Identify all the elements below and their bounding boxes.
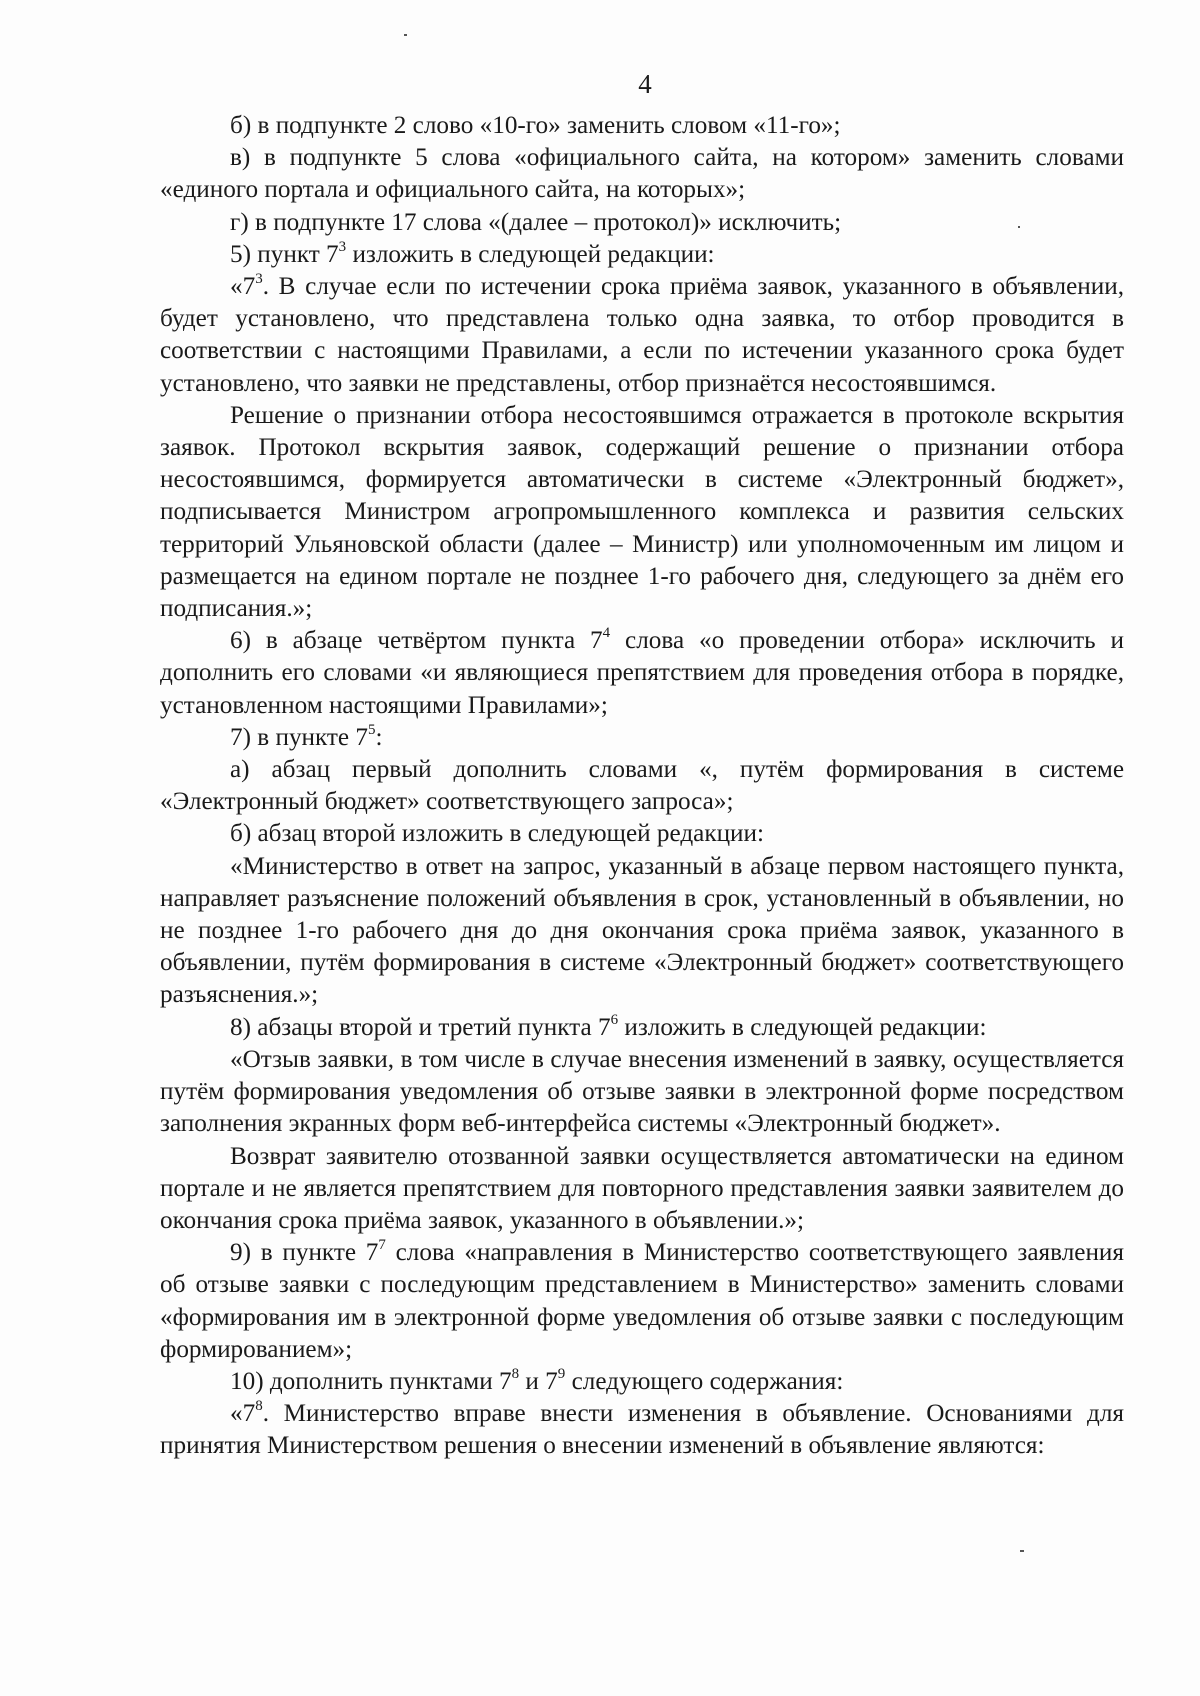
paragraph [160, 207, 1124, 239]
paragraph [160, 142, 1124, 206]
paragraph-text: 5) пункт 7 [230, 240, 339, 268]
paragraph-text: «7 [230, 273, 256, 301]
paragraph-text: слова «о проведении отбора» исключить и дополнить его словами «и являющиеся препятствием для проведения отбора в порядке, установленном настоящими Правилами»; [160, 627, 1125, 719]
paragraph-text: изложить в следующей редакции: [346, 240, 715, 268]
paragraph-text: Возврат заявителю отозванной заявки осуществляется автоматически на едином портале и не является препятствием для повторного представления заявки заявителем до окончания срока приёма заявок, указанного в объявлении.»; [160, 1142, 1124, 1234]
paragraph [160, 851, 1124, 1012]
paragraph-text: «Отзыв заявки, в том числе в случае внесения изменений в заявку, осуществляется путём формирования уведомления об отзыве заявки в электронной форме посредством заполнения экранных форм веб-интерфейса системы «Электронный бюджет». [160, 1045, 1124, 1138]
paragraph-text: 7) в пункте 7 [230, 723, 369, 751]
paragraph-text: и 7 [519, 1367, 558, 1395]
paragraph [160, 1237, 1124, 1366]
superscript-index: 6 [610, 1011, 619, 1028]
paragraph-text: 8) абзацы второй и третий пункта 7 [230, 1013, 611, 1041]
paragraph [160, 1044, 1124, 1141]
paragraph-text: б) абзац второй изложить в следующей редакции: [230, 820, 765, 848]
paragraph-text: : [375, 723, 383, 751]
superscript-index: 5 [368, 721, 376, 738]
superscript-index: 3 [338, 238, 347, 255]
paragraph [160, 754, 1124, 818]
paragraph [160, 818, 1124, 850]
paragraph [160, 110, 1124, 142]
superscript-index: 8 [255, 1398, 263, 1415]
paragraph [160, 1366, 1124, 1398]
paragraph-text: . В случае если по истечении срока приёма заявок, указанного в объявлении, будет установлено, что представлена только одна заявка, то отбор проводится в соответствии с настоящими Правилами, а если по истечении указанного срока будет установлено, что заявки не представлены, отбор признаётся несостоявшимся. [160, 273, 1124, 397]
paragraph-text: 6) в абзаце четвёртом пункта 7 [230, 627, 603, 655]
paragraph-text: г) в подпункте 17 слова «(далее – протокол)» исключить; [230, 208, 842, 236]
paragraph [160, 271, 1124, 400]
paragraph-text: 10) дополнить пунктами 7 [230, 1367, 512, 1395]
page-number: 4 [638, 69, 652, 99]
superscript-index: 7 [378, 1237, 386, 1254]
paragraph [160, 239, 1124, 271]
superscript-index: 4 [602, 625, 611, 642]
paragraph [160, 1398, 1124, 1462]
paragraph [160, 1141, 1124, 1238]
scan-speck [1020, 1550, 1024, 1552]
superscript-index: 3 [255, 271, 263, 288]
paragraph-text: изложить в следующей редакции: [618, 1013, 987, 1041]
document-body [160, 110, 1124, 1463]
paragraph-text: в) в подпункте 5 слова «официального сайта, на котором» заменить словами «единого портала и официального сайта, на которых»; [160, 144, 1124, 204]
paragraph-text: а) абзац первый дополнить словами «, путём формирования в системе «Электронный бюджет» соответствующего запроса»; [160, 756, 1124, 816]
paragraph-text: б) в подпункте 2 слово «10-го» заменить словом «11-го»; [230, 112, 841, 139]
paragraph-text: следующего содержания: [565, 1367, 844, 1395]
paragraph [160, 625, 1124, 722]
paragraph-text: 9) в пункте 7 [230, 1239, 379, 1267]
paragraph-text: «Министерство в ответ на запрос, указанный в абзаце первом настоящего пункта, направляет разъяснение положений объявления в срок, установленный в объявлении, но не позднее 1-го рабочего дня до дня окончания срока приёма заявок, указанного в объявлении, путём формирования в системе «Электронный бюджет» соответствующего разъяснения.»; [160, 852, 1124, 1009]
paragraph-text: слова «направления в Министерство соответствующего заявления об отзыве заявки с последующим представлением в Министерство» заменить словами «формирования им в электронной форме уведомления об отзыве заявки с последующим формированием»; [160, 1239, 1124, 1363]
paragraph-text: «7 [230, 1400, 256, 1428]
paragraph [160, 400, 1124, 625]
paragraph [160, 722, 1124, 754]
scan-speck [1018, 226, 1020, 228]
paragraph [160, 1012, 1124, 1044]
superscript-index: 9 [557, 1365, 566, 1382]
scan-speck [404, 34, 407, 36]
paragraph-text: . Министерство вправе внести изменения в объявление. Основаниями для принятия Министерством решения о внесении изменений в объявление являются: [160, 1400, 1124, 1460]
paragraph-text: Решение о признании отбора несостоявшимся отражается в протоколе вскрытия заявок. Протокол вскрытия заявок, содержащий решение о признании отбора несостоявшимся, формируется автоматически в системе «Электронный бюджет», подписывается Министром агропромышленного комплекса и развития сельских территорий Ульяновской области (далее – Министр) или уполномоченным им лицом и размещается на едином портале не позднее 1-го рабочего дня, следующего за днём его подписания.»; [160, 401, 1124, 623]
superscript-index: 8 [511, 1365, 520, 1382]
